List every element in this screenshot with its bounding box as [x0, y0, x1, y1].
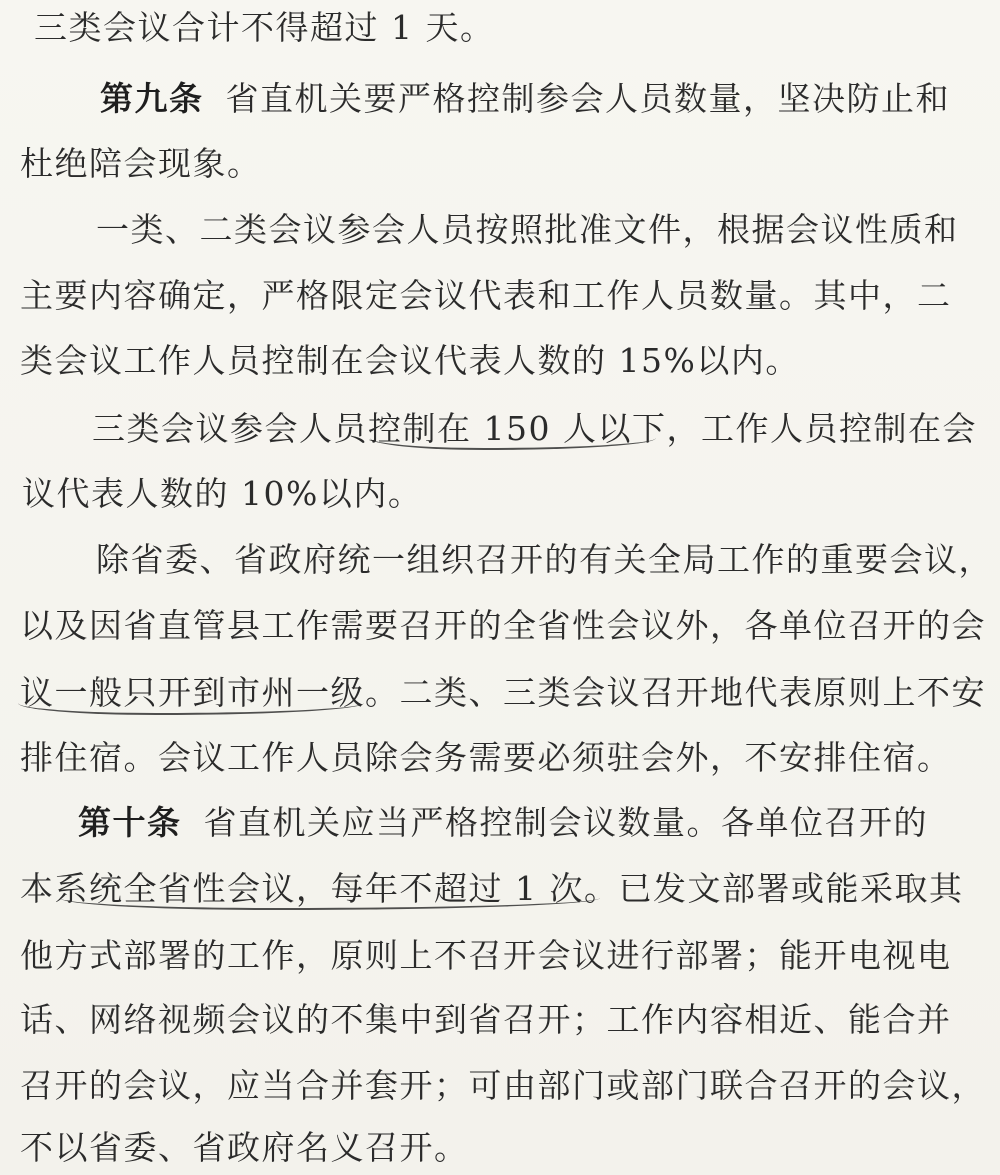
handwritten-underline: [18, 703, 364, 715]
text-line-17: [20, 1066, 986, 1106]
line-text: 不以省委、省政府名义召开。: [20, 1128, 469, 1167]
line-text: 杜绝陪会现象。: [20, 144, 262, 183]
text-line-9: [96, 540, 993, 580]
text-line-3: [20, 144, 262, 184]
text-line-15: [20, 936, 952, 976]
article-9-heading-line: [100, 79, 950, 119]
line-text: 类会议工作人员控制在会议代表人数的 15%以内。: [20, 341, 800, 380]
text-line-1: [34, 8, 494, 48]
line-text: 召开的会议，应当合并套开；可由部门或部门联合召开的会议，: [20, 1066, 986, 1105]
line-text: 除省委、省政府统一组织召开的有关全局工作的重要会议，: [96, 540, 993, 579]
line-text: 议代表人数的 10%以内。: [22, 474, 423, 513]
line-text: 他方式部署的工作，原则上不召开会议进行部署；能开电视电: [20, 936, 952, 975]
line-text: 一类、二类会议参会人员按照批准文件，根据会议性质和: [96, 210, 959, 249]
text-line-5: [20, 276, 952, 316]
text-line-8: [22, 474, 422, 514]
text-line-12: [20, 738, 952, 778]
line-text: 本系统全省性会议，每年不超过 1 次。已发文部署或能采取其: [20, 869, 964, 908]
article-label: 第十条: [78, 803, 182, 842]
text-line-16: [20, 1000, 952, 1040]
text-line-6: [20, 341, 800, 381]
line-text: 省直机关要严格控制参会人员数量，坚决防止和: [225, 79, 950, 118]
article-label: 第九条: [100, 79, 204, 118]
line-text: 省直机关应当严格控制会议数量。各单位召开的: [203, 803, 928, 842]
line-text: 以及因省直管县工作需要召开的全省性会议外，各单位召开的会: [20, 606, 986, 645]
line-text: 三类会议合计不得超过 1 天。: [34, 8, 495, 47]
article-10-heading-line: [78, 803, 928, 843]
text-line-4: [96, 210, 959, 250]
line-text: 主要内容确定，严格限定会议代表和工作人员数量。其中，二: [20, 276, 952, 315]
text-line-18: [20, 1128, 469, 1168]
line-text: 议一般只开到市州一级。二类、三类会议召开地代表原则上不安: [20, 673, 986, 712]
line-text: 三类会议参会人员控制在 150 人以下，工作人员控制在会: [92, 409, 977, 448]
line-text: 话、网络视频会议的不集中到省召开；工作内容相近、能合并: [20, 1000, 952, 1039]
line-text: 排住宿。会议工作人员除会务需要必须驻会外，不安排住宿。: [20, 738, 952, 777]
text-line-10: [20, 606, 986, 646]
